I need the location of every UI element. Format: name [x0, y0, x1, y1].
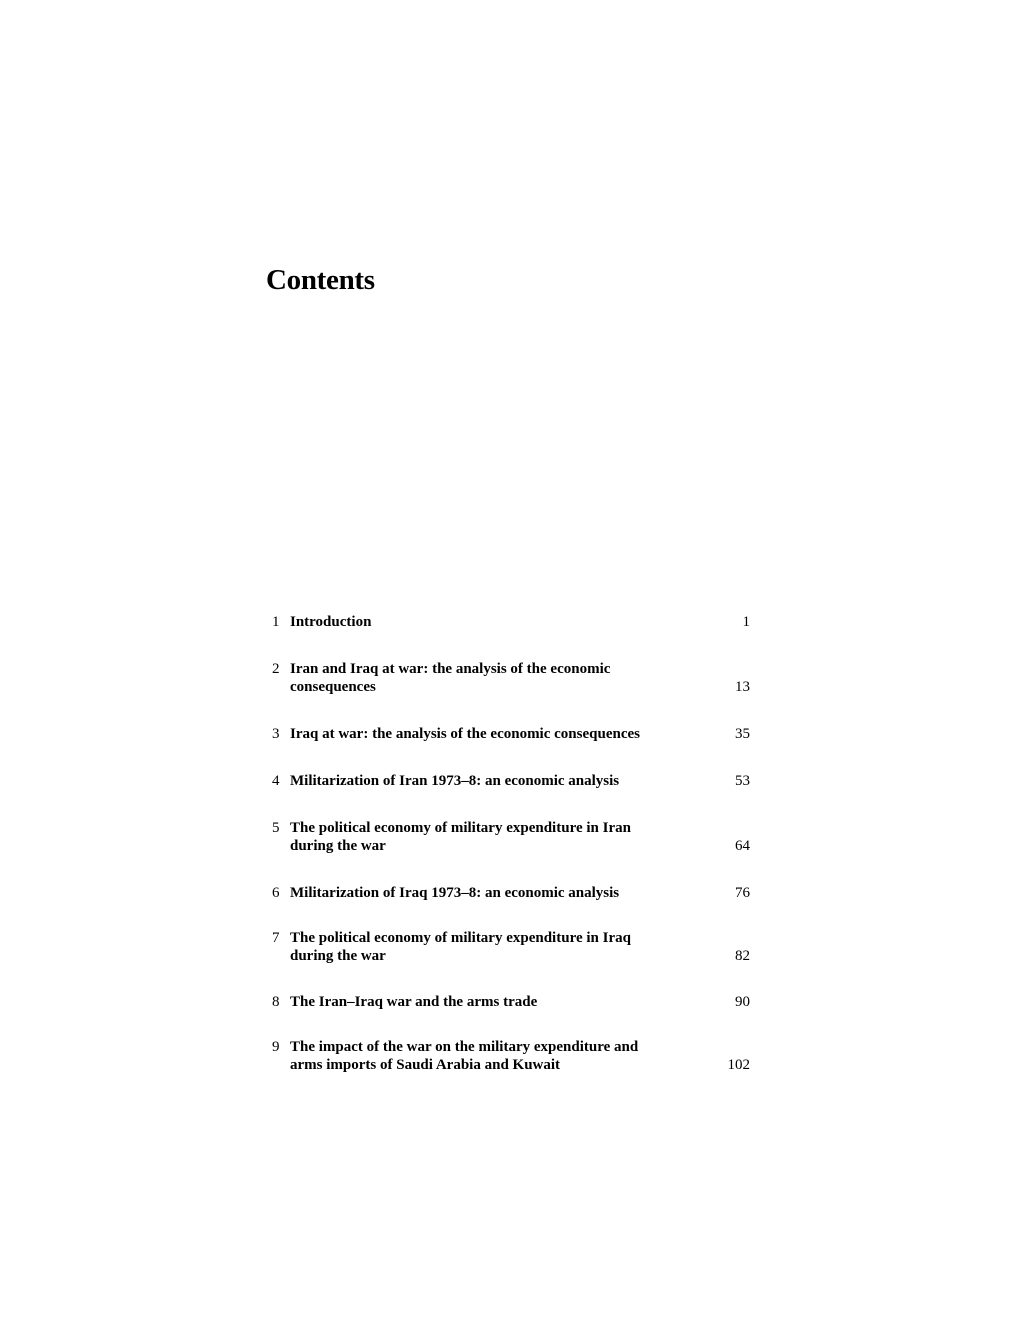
- page-number: 1: [742, 614, 750, 630]
- chapter-title-line: The impact of the war on the military expenditure and: [290, 1039, 639, 1055]
- chapter-title-line: Iraq at war: the analysis of the economic consequences: [290, 726, 640, 742]
- chapter-title-line: consequences: [290, 679, 376, 695]
- chapter-title-line: during the war: [290, 838, 386, 854]
- chapter-number: 8: [272, 994, 280, 1010]
- chapter-number: 4: [272, 773, 280, 789]
- page-number: 82: [735, 948, 750, 964]
- page-number: 13: [735, 679, 750, 695]
- page-number: 90: [735, 994, 750, 1010]
- page-number: 102: [727, 1057, 750, 1073]
- chapter-title-line: during the war: [290, 948, 386, 964]
- page-title: Contents: [266, 264, 375, 296]
- chapter-title-line: Militarization of Iraq 1973–8: an economic analysis: [290, 885, 620, 901]
- chapter-title-line: The political economy of military expenditure in Iraq: [290, 930, 631, 946]
- chapter-title: [290, 929, 702, 965]
- page-number: 64: [735, 838, 750, 854]
- chapter-title: [290, 819, 702, 855]
- page-number: 53: [735, 773, 750, 789]
- chapter-title: [290, 772, 702, 790]
- chapter-number: 6: [272, 885, 280, 901]
- chapter-number: 9: [272, 1039, 280, 1055]
- chapter-title: [290, 993, 702, 1011]
- chapter-title-line: Militarization of Iran 1973–8: an economic analysis: [290, 773, 620, 789]
- chapter-number: 5: [272, 820, 280, 836]
- chapter-number: 7: [272, 930, 280, 946]
- chapter-number: 2: [272, 661, 280, 677]
- chapter-title: [290, 884, 702, 902]
- page-number: 35: [735, 726, 750, 742]
- chapter-title-line: Iran and Iraq at war: the analysis of the economic: [290, 661, 611, 677]
- chapter-title-line: The political economy of military expenditure in Iran: [290, 820, 631, 836]
- page-number: 76: [735, 885, 750, 901]
- chapter-title: [290, 1038, 702, 1074]
- chapter-title: [290, 660, 702, 696]
- chapter-title-line: Introduction: [290, 614, 372, 630]
- chapter-title: [290, 725, 702, 743]
- chapter-title: [290, 613, 702, 631]
- chapter-number: 3: [272, 726, 280, 742]
- chapter-title-line: The Iran–Iraq war and the arms trade: [290, 994, 538, 1010]
- chapter-title-line: arms imports of Saudi Arabia and Kuwait: [290, 1057, 561, 1073]
- chapter-number: 1: [272, 614, 280, 630]
